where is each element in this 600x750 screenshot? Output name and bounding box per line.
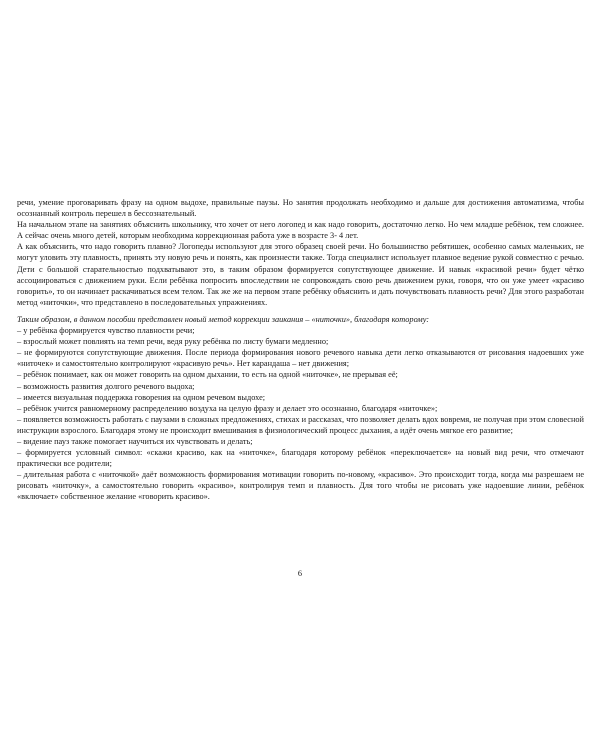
list-item: – ребёнок учится равномерному распределению воздуха на целую фразу и делает это осознанно, благодаря «ниточке»; — [17, 403, 438, 413]
list-item: – ребёнок понимает, как он может говорить на одном дыхании, то есть на одной «ниточке», не прерывая её; — [17, 370, 398, 380]
page-number: 6 — [297, 569, 303, 578]
method-intro: Таким образом, в данном пособии представлен новый метод коррекции заикания – «ниточки», благодаря которому: — [17, 314, 430, 324]
page-body — [17, 197, 584, 503]
paragraph-2: На начальном этапе на занятиях объяснить школьнику, что хочет от него логопед и как надо говорить, достаточно легко. Но чем младше ребёнок, тем сложнее. А сейчас очень много детей, которым необходима коррекционная работа уже в возрасте 3- 4 лет. — [17, 220, 584, 241]
benefits-list — [17, 325, 584, 503]
list-item: – формируется условный символ: «скажи красиво, как на «ниточке», благодаря которому ребёнок «переключается» на новый вид речи, что отмечают практически все родители; — [17, 448, 584, 469]
list-item: – имеется визуальная поддержка говорения на одном речевом выдохе; — [17, 392, 266, 402]
paragraph-3: А как объяснить, что надо говорить плавно? Логопеды используют для этого образец своей речи. Но большинство ребятишек, особенно самых маленьких, не могут уловить эту плавность, принять эту новую речь и понять, как произнести также. Тогда специалист использует плавное ведение рукой совместно с речью. Дети с большой старательностью подхватывают это, в таким образом формируется сопутствующее движение. И навык «красивой речи» будет чётко ассоциироваться с движением руки. Если ребёнка попросить впоследствии не сопровождать свою речь движением руки, говоря, что он уже умеет «красиво говорить», то он начинает раскачиваться всем телом. Так же же на первом этапе ребёнку объяснить и дать почувствовать плавность речи? Для этого разработан метод «ниточки», что представлено в последовательных упражнениях. — [17, 242, 584, 307]
list-item: – видение пауз также помогает научиться их чувствовать и делать; — [17, 436, 253, 446]
list-item: – взрослый может повлиять на темп речи, ведя руку ребёнка по листу бумаги медленно; — [17, 337, 329, 347]
list-item: – не формируются сопутствующие движения. После периода формирования нового речевого навыка дети легко отказываются от рисования надоевших уже «ниточек» и самостоятельно контролируют «красивую речь». Нет карандаша – нет движения; — [17, 348, 584, 369]
list-item: – появляется возможность работать с паузами в сложных предложениях, стихах и рассказах, что позволяет делать вдох вовремя, не получая при этом словесной инструкции взрослого. Благодаря этому не происходит вмешивания в физиологический процесс дыхания, а идёт очень мягкое его развитие; — [17, 414, 584, 435]
list-item: – у ребёнка формируется чувство плавности речи; — [17, 326, 195, 336]
list-item: – возможность развития долгого речевого выдоха; — [17, 381, 195, 391]
list-item: – длительная работа с «ниточкой» даёт возможность формирования мотивации говорить по-новому, «красиво». Это происходит тогда, когда мы разрешаем не рисовать «ниточку», а самостоятельно говорить «красиво», контролируя темп и плавность. Для того чтобы не рисовать уже надоевшие линии, ребёнок «включает» собственное желание «говорить красиво». — [17, 470, 584, 502]
paragraph-1: речи, умение проговаривать фразу на одном выдохе, правильные паузы. Но занятия продолжать необходимо и дальше для достижения автоматизма, чтобы осознанный контроль перешел в бессознательный. — [17, 198, 584, 219]
